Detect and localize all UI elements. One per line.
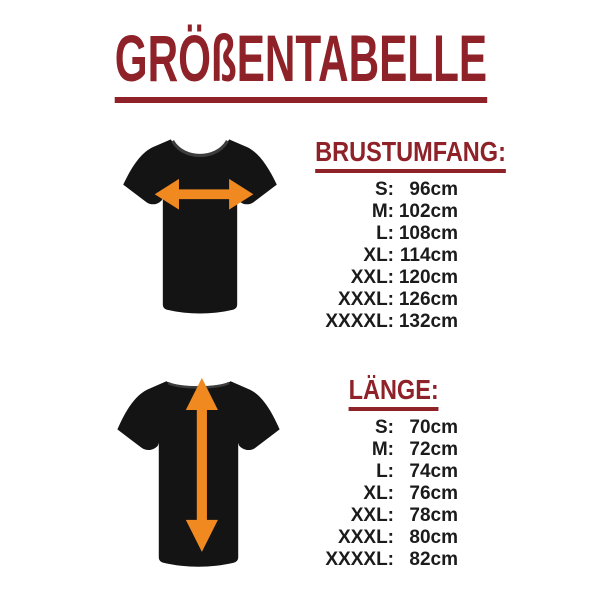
size-value: 72cm [409,439,458,460]
chest-size-row [297,311,458,333]
size-value: 74cm [409,461,458,482]
size-label: L: [376,223,394,244]
length-size-row [297,527,458,549]
size-value: 76cm [409,483,458,504]
chest-size-row [297,201,458,223]
chest-section-heading: BRUSTUMFANG: [315,136,506,173]
chest-size-row [297,245,458,267]
length-size-row [297,505,458,527]
size-value: 114cm [399,245,458,266]
tshirt-front-svg [119,128,281,322]
size-value: 96cm [409,179,458,200]
size-label: S: [375,179,394,200]
size-label: XXXXL: [325,549,394,570]
chest-size-row [297,179,458,201]
length-size-row [297,483,458,505]
size-value: 82cm [409,549,458,570]
chest-size-table [297,179,458,333]
page-title: GRÖßENTABELLE [114,26,486,103]
length-size-table [297,417,458,571]
size-value: 108cm [398,223,458,244]
length-size-row [297,461,458,483]
length-size-row [297,549,458,571]
chest-size-row [297,289,458,311]
size-label: XXL: [350,505,394,526]
title-area [0,21,601,103]
tshirt-front-body [123,139,277,313]
tshirt-front-image [119,128,281,322]
size-label: XL: [363,483,394,504]
size-label: L: [376,461,394,482]
length-size-row [297,417,458,439]
size-label: M: [371,439,394,460]
size-label: XXXXL: [325,311,394,332]
size-label: M: [371,201,394,222]
size-value: 132cm [398,311,458,332]
size-label: XL: [363,245,394,266]
size-value: 80cm [409,527,458,548]
chest-size-row [297,267,458,289]
length-section [297,374,491,571]
size-value: 120cm [398,267,458,288]
size-label: S: [375,417,394,438]
size-value: 126cm [398,289,458,310]
length-heading-area [297,374,491,410]
chest-size-row [297,223,458,245]
tshirt-back-svg [114,371,283,574]
size-label: XXXL: [338,527,394,548]
size-label: XXL: [350,267,394,288]
size-value: 78cm [409,505,458,526]
tshirt-back-image [114,371,283,574]
size-value: 70cm [409,417,458,438]
size-value: 102cm [398,201,458,222]
chest-section [297,136,506,333]
length-section-heading: LÄNGE: [349,374,439,411]
chest-heading-area [297,136,506,172]
length-size-row [297,439,458,461]
size-label: XXXL: [338,289,394,310]
